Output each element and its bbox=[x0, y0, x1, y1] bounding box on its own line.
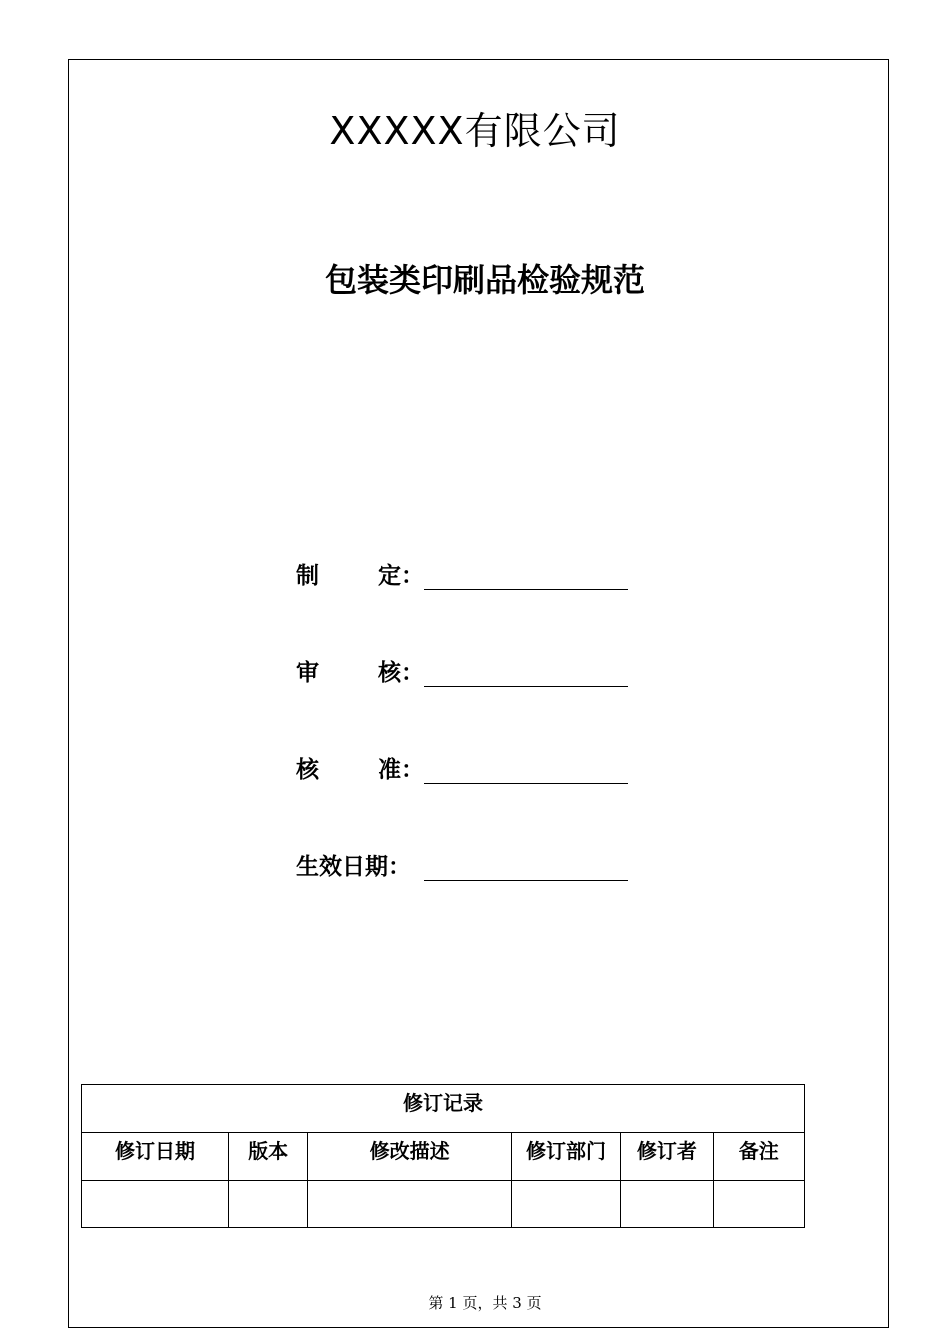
sign-label-left: 审 bbox=[296, 659, 319, 686]
header-cell: 修改描述 bbox=[308, 1133, 511, 1181]
table-cell[interactable] bbox=[713, 1181, 804, 1228]
sign-label-right: 核： bbox=[378, 659, 424, 686]
signature-field-review[interactable] bbox=[424, 662, 628, 687]
table-cell[interactable] bbox=[228, 1181, 308, 1228]
sign-label-right: 定： bbox=[378, 562, 424, 589]
signature-field-approve[interactable] bbox=[424, 759, 628, 784]
sign-label-full: 生效日期： bbox=[296, 853, 411, 880]
page-footer: 第 1 页，共 3 页 bbox=[428, 1294, 542, 1312]
header-cell: 修订者 bbox=[621, 1133, 713, 1181]
company-name: XXXXX有限公司 bbox=[329, 109, 621, 153]
sign-label bbox=[296, 848, 424, 881]
sign-label-left: 核 bbox=[296, 756, 319, 783]
revision-table bbox=[81, 1084, 805, 1228]
header-cell: 修订部门 bbox=[511, 1133, 620, 1181]
table-row bbox=[82, 1181, 805, 1228]
signature-field-draft[interactable] bbox=[424, 565, 628, 590]
sign-label bbox=[296, 654, 424, 687]
sign-label bbox=[296, 751, 424, 784]
sign-label-right: 准： bbox=[378, 756, 424, 783]
signature-field-effective-date[interactable] bbox=[424, 856, 628, 881]
revision-header-row bbox=[82, 1133, 805, 1181]
table-cell[interactable] bbox=[511, 1181, 620, 1228]
sign-row-approve bbox=[296, 752, 628, 784]
sign-row-review bbox=[296, 655, 628, 687]
sign-row-draft bbox=[296, 558, 628, 590]
header-cell: 修订日期 bbox=[82, 1133, 229, 1181]
header-cell: 版本 bbox=[228, 1133, 308, 1181]
document-title: 包装类印刷品检验规范 bbox=[324, 261, 645, 299]
table-cell[interactable] bbox=[308, 1181, 511, 1228]
sign-row-effective-date bbox=[296, 849, 628, 881]
table-cell[interactable] bbox=[82, 1181, 229, 1228]
revision-table-title: 修订记录 bbox=[82, 1085, 805, 1133]
header-cell: 备注 bbox=[713, 1133, 804, 1181]
sign-label bbox=[296, 557, 424, 590]
table-cell[interactable] bbox=[621, 1181, 713, 1228]
sign-label-left: 制 bbox=[296, 562, 319, 589]
